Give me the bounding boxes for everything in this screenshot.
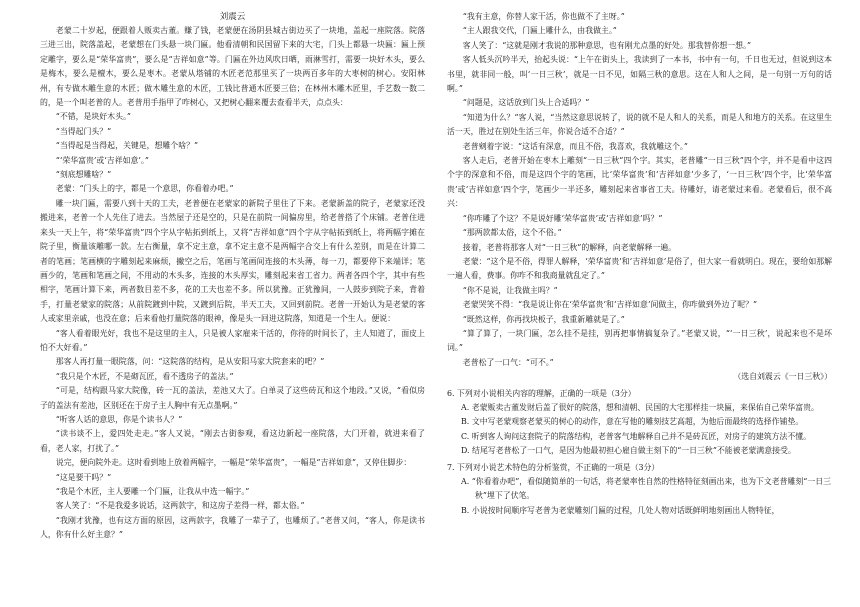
paragraph: 老蒙二十岁起，便跟着人贩卖古董。赚了钱，老蒙便在汤阴县城古街边买了一块地，盖起一座院落。院落三进三出，院落盖起，老蒙想在门头悬一块门匾。他看清朝和民国留下来的大宅，门头上都悬一块匾：匾上预定雕字，要么是“荣华富贵”，要么是“吉祥如意”等。门匾在外边风吹日晒，雨淋雪打，需要一块好木头，要么是梅木，要么是檀木，要么是枣木。老蒙从塔铺的木匠老范那里买了一块两百多年的大枣树的树心。安阳林州，有专做木雕生意的木匠；做木雕生意的木匠，工钱比普通木匠要三倍；在林州木雕木匠里，手艺数一数二的，是一个叫老普的人。老普用手指甲了咋树心，又把树心翻来覆去查看半天，点点头： — [40, 26, 425, 108]
answer-option: D. 结尾写老普松了一口气，是因为他最初担心雇自做主刻下的“一日三秋”不能被老蒙满意接受。 — [461, 446, 796, 456]
paragraph: “算了算了，一块门匾，怎么挂不是挂，别再把事情搞复杂了。”老蒙又说，“‘一日三秋’，说起来也不是坏词。” — [447, 328, 832, 353]
answer-option: B. 小说按时间顺序写老普为老蒙雕刻门匾的过程，几处人物对话既鲜明地刻画出人物特征， — [461, 505, 780, 515]
paragraph: 客人低头沉吟半天，抬起头说：“上午在街头上，我读到了一本书，书中有一句，千日也无过，但说到这本书里，就非同一般，叫‘一日三秋’，就是一日不见，如隔三秋的意思。这在人和人之间，是一句别一万句的话啊。” — [447, 55, 832, 94]
left-column — [40, 10, 425, 600]
paragraph: 客人笑了：“不是我爱多说话，这两款字，和这房子差得一样，都太俗。” — [55, 501, 305, 511]
question-7-stem: 7. 下列对小说艺术特色的分析鉴赏，不正确的一项是（3分） — [447, 462, 660, 472]
source-citation: （选自刘震云《一日三秋》） — [733, 372, 832, 382]
paragraph: “客人看着眼光好，我也不是这里的主人，只是被人家雇来干活的，你待的时间长了，主人知道了，面皮上怕不大好看。” — [40, 328, 425, 352]
answer-option: A. “你看着办吧”，看似随简单的一句话，将老蒙率性自然的性格特征刻画出来，也为下文老普雕刻“一日三秋”埋下了伏笔。 — [461, 477, 832, 501]
left-paragraphs — [40, 24, 425, 543]
paragraph: “这是要干吗？” — [55, 472, 112, 482]
paragraph: “那两款都太俗，这个不俗。” — [462, 228, 562, 238]
paragraph: “可是，结构跟马家大院像，砖一瓦的盖法，差池又大了。白单灵了这些砖瓦和这个地段。”又说，“看似房子的盖法有差池，区别还在于房子主人胸中有无点墨啊。” — [40, 386, 425, 410]
paragraph: “主人跟我交代，门匾上雕什么，由我做主。” — [462, 26, 617, 36]
paragraph: 接着，老普将那客人对“一日三秋”的解释，向老蒙解释一遍。 — [462, 242, 677, 252]
paragraph: “‘荣华富贵’或‘吉祥如意’。” — [55, 155, 149, 165]
paragraph: “听客人话的意思，你是个读书人？” — [55, 414, 183, 424]
paragraph: “既然这样，你再找块板子，我重新雕就是了。” — [462, 314, 625, 324]
paragraph: 老蒙哭笑不得：“我是说让你在‘荣华富贵’和‘吉祥如意’间做主，你咋做到外边了呢？” — [462, 300, 758, 310]
paragraph: “知道为什么？”客人说，“当然这意思说转了，说的就不是人和人的关系，而是人和地方的关系。在这里生活一天，胜过在别处生活三年，你说合适不合适？” — [447, 112, 832, 137]
paragraph: 客人走后，老普开始在枣木上雕刻“一日三秋”四个字。其实，老普雕“一日三秋”四个字，并不是看中这四个字的深意和不俗，而是这四个字的笔画，比‘荣华富贵’和‘吉祥如意’少多了，‘一日三秋’四个字，比‘荣华富贵’或‘吉祥如意’四个字，笔画少一半还多，雕刻起来省事省工夫。待雕好，请老蒙过来看。老蒙看后，很不高兴： — [447, 156, 832, 209]
question-6-stem: 6. 下列对小说相关内容的理解，正确的一项是（3分） — [447, 388, 636, 398]
answer-option: C. 听到客人询问这套院子的院落结构，老普客气地解释自己并不是砖瓦匠，对房子的建筑方法不懂。 — [461, 431, 812, 441]
paragraph: “我只是个木匠，不是砌瓦匠，看不透房子的盖法。” — [55, 371, 234, 381]
paragraph: “读书谈不上，爱四处走走。”客人又说，“刚去古街参观，看这边新起一座院落，大门开着，就进来看了看，老人家，打扰了。” — [40, 429, 425, 453]
paragraph: 老蒙：“这个是不俗，得罪人解释，‘荣华富贵’和‘吉祥如意’是俗了，但大家一看就明白。现在，要给如那解一遍人看，费事。你咋不和我商量就乱定了。” — [447, 256, 832, 281]
paragraph: “当得起门头？” — [55, 126, 112, 136]
paragraph: 客人笑了：“这就是刚才我说的那种意思，也有刚尤点墨的好处。那我替你想一想。” — [462, 40, 751, 50]
paragraph: 那客人再打量一眼院落，问：“这院落的结构，是从安阳马家大院套来的吧？” — [55, 357, 325, 367]
question-6-options — [447, 401, 832, 459]
paragraph: 说完，便向院外走。这时看到地上放着两幅字，一幅是“荣华富贵”，一幅是“吉祥如意”，又停住脚步： — [55, 458, 412, 468]
paragraph: 老普剜着字说：“这话有深意，而且不俗，我喜欢，我就雕这个。” — [462, 141, 688, 151]
paragraph: “当得起是当得起，关键是，想雕个啥？” — [55, 141, 199, 151]
right-paragraphs — [447, 10, 832, 370]
paragraph: “不错，是块好木头。” — [55, 112, 131, 122]
paragraph: “我刚才犹豫，也有这方面的原因，这两款字，我雕了一辈子了，也雕烦了。”老普又问，“客人，你是读书人，你有什么好主意？” — [40, 515, 425, 540]
paragraph: “你咋雕了个这？不是说好雕‘荣华富贵’或‘吉祥如意’吗？” — [462, 213, 663, 223]
paragraph: 雕一块门匾，需要八到十天的工夫，老普便在老蒙家的新院子里住了下来。老蒙新盖的院子，老蒙家还没搬进来，老普一个人先住了进去。当然屋子还是空的，只是在前院一间偏房里，给老普搭了个床铺。老普住进来头一天上午，将“荣华富贵”四个字从字帖拓到纸上，又将“吉祥如意”四个字从字帖拓到纸上，将两幅字摊在院子里，衡量该雕哪一款。左右衡量，拿不定主意，拿不定主意不是两幅字合交上有什么差别，而是在计算二者的笔画；笔画横的字雕刻起来麻烦，撇空之后，笔画与笔画间连接的木头薄，每一刀，都要停下来端详；笔画少的，笔画和笔画之间，不用动的木头多，连接的木头厚实，雕刻起来省工省力。两者各四个字，其中有些相字，笔画计算下来，两者数目差不多，花的工夫也差不多。所以犹豫。正犹豫间，一人鼓步到院子来，背着手，打量老蒙家的院落；从前院踱到中院，又踱到后院，半天工夫，又回到前院。老普一开始认为是老蒙的客人或家里亲戚，也没在意；后来看他打量院落的眼神，像是头一回进这院落，知道是一个生人。便说： — [40, 198, 425, 324]
paragraph: “你不是说，让我做主吗？” — [462, 285, 558, 295]
paragraph: “我有主意，你替人家干活，你也做不了主呀。” — [462, 12, 625, 21]
paragraph: “问题是，这话放到门头上合适吗？” — [462, 98, 590, 108]
right-column — [447, 10, 832, 600]
paragraph: 老蒙：“门头上的字，都是一个意思，你看着办吧。” — [55, 184, 234, 194]
paragraph: 老普松了一口气：“可不。” — [462, 357, 554, 367]
paragraph: “刻底想雕啥？” — [55, 170, 112, 180]
answer-option: A. 老蒙贩卖古董发财后盖了很好的院落，想和清朝、民国的大宅那样挂一块匾，来保佑自己荣华富贵。 — [461, 402, 819, 412]
question-7-options — [447, 475, 832, 518]
paragraph: “我是个木匠，主人要雕一个门匾，让我从中选一幅字。” — [55, 487, 250, 496]
article-title: 刘震云 — [219, 12, 246, 22]
answer-option: B. 文中写老蒙观察老蒙买的树心的动作，意在写他的雕刻技艺高超，为他后面最终的选择作铺垫。 — [461, 417, 804, 427]
